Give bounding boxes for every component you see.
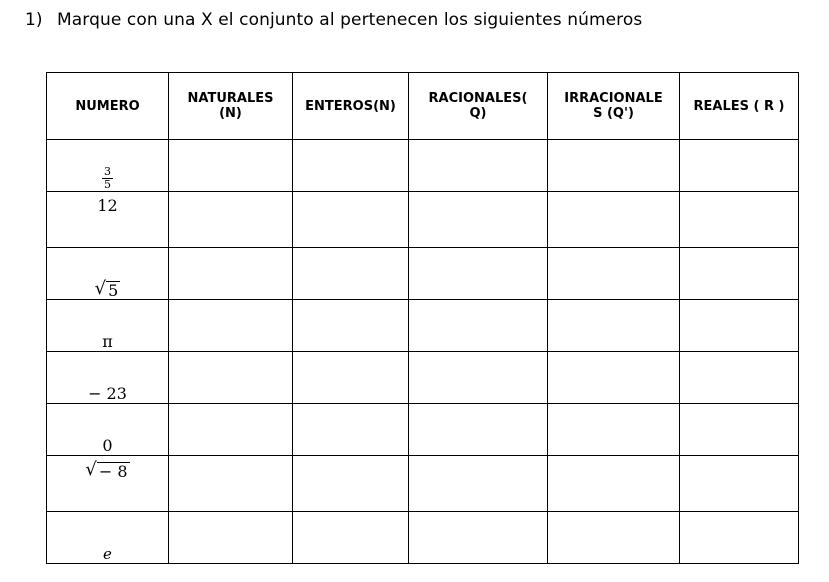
- enteros-cell[interactable]: [293, 300, 409, 352]
- reales-cell[interactable]: [680, 404, 799, 456]
- irracionales-cell[interactable]: [548, 248, 680, 300]
- irracionales-cell[interactable]: [548, 352, 680, 404]
- irracionales-cell[interactable]: [548, 512, 680, 564]
- number-cell: [47, 140, 169, 192]
- square-root: [85, 461, 129, 480]
- header-racionales: [409, 73, 548, 140]
- enteros-cell[interactable]: [293, 192, 409, 248]
- table-row: [47, 352, 799, 404]
- irracionales-cell[interactable]: [548, 404, 680, 456]
- table-row: [47, 248, 799, 300]
- naturales-cell[interactable]: [169, 192, 293, 248]
- fraction-numerator: 3: [104, 165, 111, 178]
- naturales-cell[interactable]: [169, 248, 293, 300]
- racionales-cell[interactable]: [409, 192, 548, 248]
- enteros-cell[interactable]: [293, 248, 409, 300]
- enteros-cell[interactable]: [293, 140, 409, 192]
- instruction-text: Marque con una X el conjunto al pertenecen los siguientes números: [57, 10, 643, 30]
- reales-cell[interactable]: [680, 300, 799, 352]
- irracionales-cell[interactable]: [548, 456, 680, 512]
- racionales-cell[interactable]: [409, 512, 548, 564]
- naturales-cell[interactable]: [169, 512, 293, 564]
- naturales-cell[interactable]: [169, 352, 293, 404]
- reales-cell[interactable]: [680, 456, 799, 512]
- reales-cell[interactable]: [680, 248, 799, 300]
- irracionales-cell[interactable]: [548, 192, 680, 248]
- radical-sign: √: [85, 459, 97, 480]
- table-row: [47, 512, 799, 564]
- irracionales-cell[interactable]: [548, 140, 680, 192]
- table-row: [47, 404, 799, 456]
- racionales-cell[interactable]: [409, 456, 548, 512]
- header-naturales-label: NATURALES (N): [187, 91, 274, 121]
- instruction: [25, 10, 642, 30]
- number-cell: [47, 248, 169, 300]
- question-number: 1): [25, 10, 43, 30]
- table-row: [47, 192, 799, 248]
- header-racionales-label: RACIONALES( Q): [428, 91, 528, 121]
- table-row: [47, 456, 799, 512]
- enteros-cell[interactable]: [293, 456, 409, 512]
- enteros-cell[interactable]: [293, 404, 409, 456]
- naturales-cell[interactable]: [169, 404, 293, 456]
- radicand: 5: [108, 281, 119, 300]
- racionales-cell[interactable]: [409, 248, 548, 300]
- number-cell: π: [47, 300, 169, 352]
- irracionales-cell[interactable]: [548, 300, 680, 352]
- number-cell: [47, 512, 169, 564]
- reales-cell[interactable]: [680, 512, 799, 564]
- header-numero: NUMERO: [47, 73, 169, 140]
- naturales-cell[interactable]: [169, 140, 293, 192]
- table-row: [47, 300, 799, 352]
- reales-cell[interactable]: [680, 192, 799, 248]
- racionales-cell[interactable]: [409, 352, 548, 404]
- racionales-cell[interactable]: [409, 404, 548, 456]
- square-root: [95, 280, 121, 299]
- reales-cell[interactable]: [680, 140, 799, 192]
- table-row: [47, 140, 799, 192]
- enteros-cell[interactable]: [293, 512, 409, 564]
- euler-number: 𝑒: [103, 545, 112, 563]
- header-row: [47, 73, 799, 140]
- naturales-cell[interactable]: [169, 456, 293, 512]
- racionales-cell[interactable]: [409, 140, 548, 192]
- header-reales: REALES ( R ): [680, 73, 799, 140]
- naturales-cell[interactable]: [169, 300, 293, 352]
- header-irracionales: [548, 73, 680, 140]
- header-irracionales-label: IRRACIONALE S (Q'): [564, 91, 663, 121]
- number-cell: [47, 456, 169, 512]
- fraction: [102, 166, 113, 191]
- racionales-cell[interactable]: [409, 300, 548, 352]
- radicand: − 8: [98, 462, 128, 481]
- header-enteros: ENTEROS(N): [293, 73, 409, 140]
- reales-cell[interactable]: [680, 352, 799, 404]
- number-cell: 12: [47, 192, 169, 248]
- number-cell: 0: [47, 404, 169, 456]
- number-classification-table: [46, 72, 799, 564]
- enteros-cell[interactable]: [293, 352, 409, 404]
- number-cell: − 23: [47, 352, 169, 404]
- radical-sign: √: [94, 278, 107, 299]
- fraction-denominator: 5: [104, 178, 111, 191]
- header-naturales: [169, 73, 293, 140]
